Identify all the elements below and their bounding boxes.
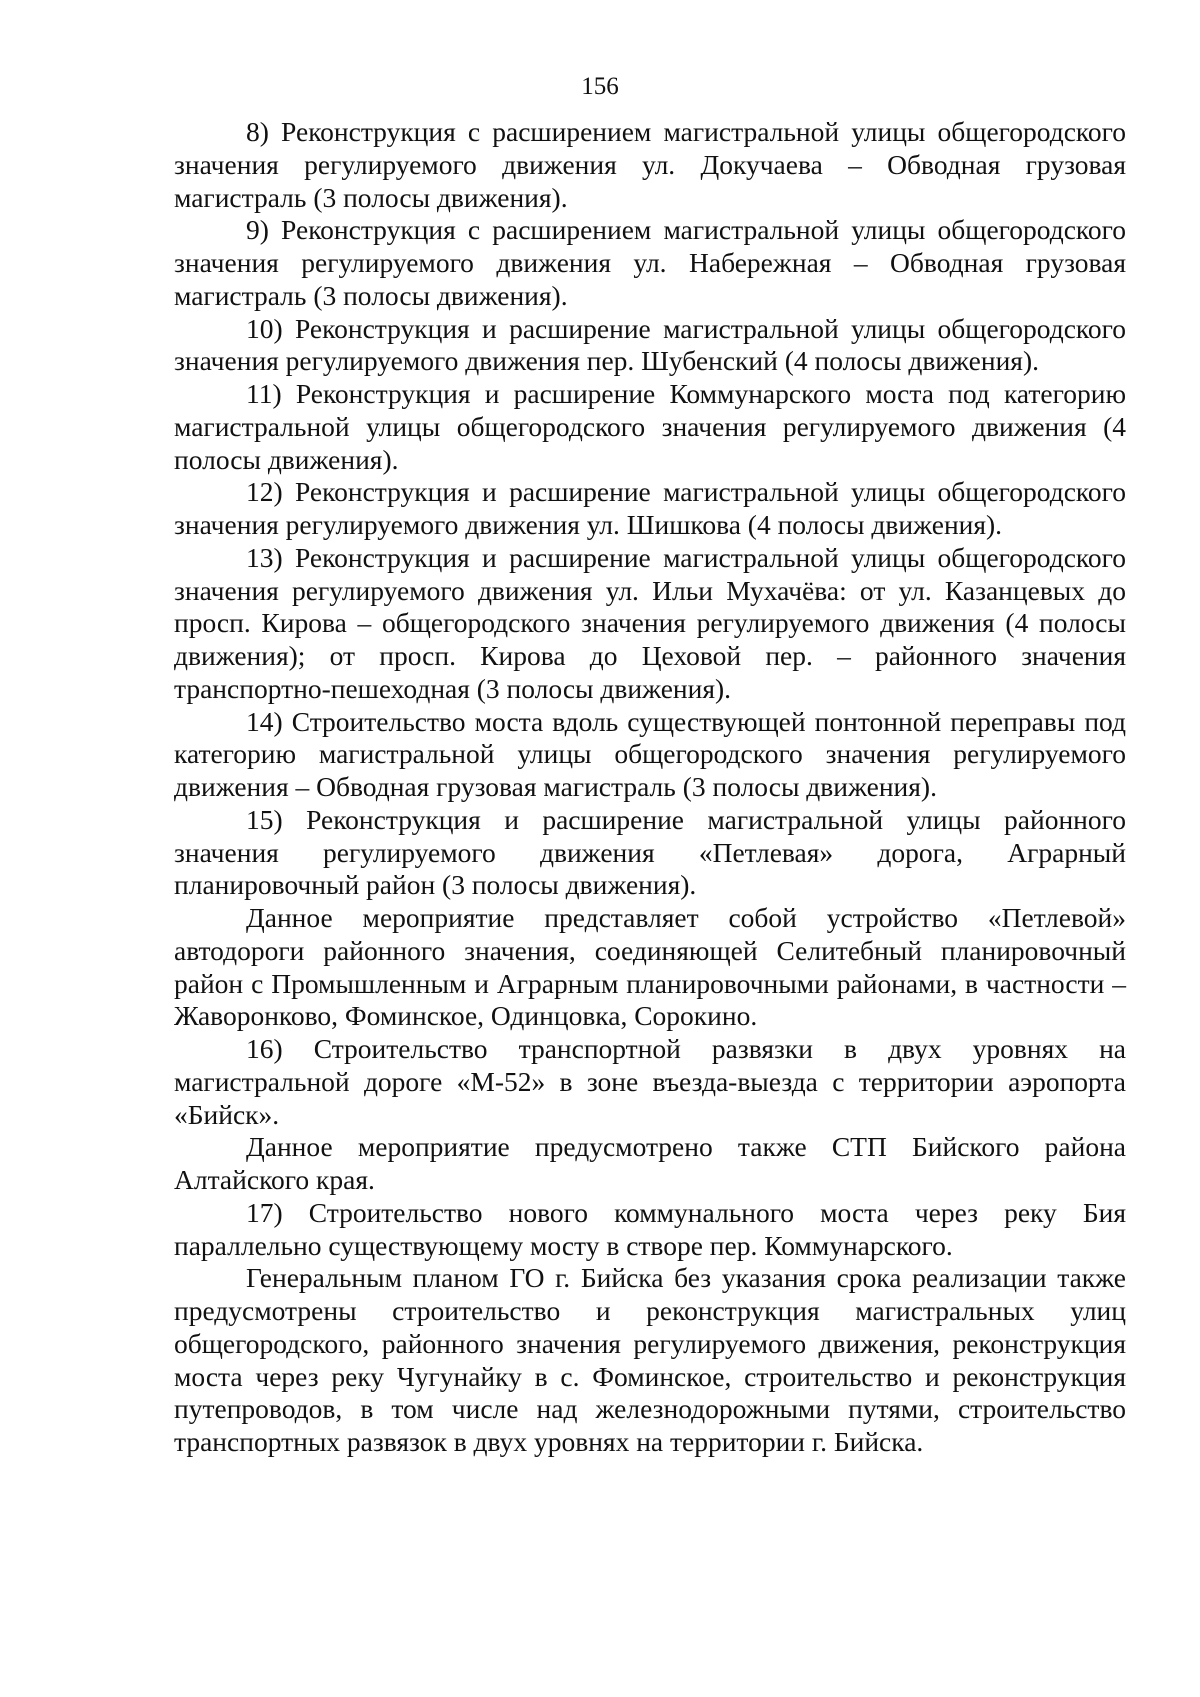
paragraph-general-plan: Генеральным планом ГО г. Бийска без указания срока реализации также предусмотрены строительство и реконструкция магистральных улиц общегородского, районного значения регулируемого движения, реконструкция моста через реку Чугунайку в с. Фоминское, строительство и реконструкция путепроводов, в том числе над железнодорожными путями, строительство транспортных развязок в двух уровнях на территории г. Бийска. bbox=[174, 1262, 1126, 1457]
paragraph-item-17: 17) Строительство нового коммунального моста через реку Бия параллельно существующему мосту в створе пер. Коммунарского. bbox=[174, 1196, 1126, 1261]
paragraph-item-8: 8) Реконструкция с расширением магистральной улицы общегородского значения регулируемого движения ул. Докучаева – Обводная грузовая магистраль (3 полосы движения). bbox=[174, 116, 1126, 213]
paragraph-note-petlevaya: Данное мероприятие представляет собой устройство «Петлевой» автодороги районного значения, соединяющей Селитебный планировочный район с Промышленным и Аграрным планировочными районами, в частности – Жаворонково, Фоминское, Одинцовка, Сорокино. bbox=[174, 902, 1126, 1032]
paragraph-item-14: 14) Строительство моста вдоль существующей понтонной переправы под категорию магистральной улицы общегородского значения регулируемого движения – Обводная грузовая магистраль (3 полосы движения). bbox=[174, 705, 1126, 802]
paragraph-item-13: 13) Реконструкция и расширение магистральной улицы общегородского значения регулируемого движения ул. Ильи Мухачёва: от ул. Казанцевых до просп. Кирова – общегородского значения регулируемого движения (4 полосы движения); от просп. Кирова до Цеховой пер. – районного значения транспортно-пешеходная (3 полосы движения). bbox=[174, 541, 1126, 704]
paragraph-item-11: 11) Реконструкция и расширение Коммунарского моста под категорию магистральной улицы общегородского значения регулируемого движения (4 полосы движения). bbox=[174, 378, 1126, 475]
paragraph-item-16: 16) Строительство транспортной развязки в двух уровнях на магистральной дороге «М-52» в зоне въезда-выезда с территории аэропорта «Бийск». bbox=[174, 1033, 1126, 1130]
document-body bbox=[174, 116, 1126, 1459]
paragraph-item-10: 10) Реконструкция и расширение магистральной улицы общегородского значения регулируемого движения пер. Шубенский (4 полосы движения). bbox=[174, 312, 1126, 377]
paragraph-item-15: 15) Реконструкция и расширение магистральной улицы районного значения регулируемого движения «Петлевая» дорога, Аграрный планировочный район (3 полосы движения). bbox=[174, 803, 1126, 901]
paragraph-item-9: 9) Реконструкция с расширением магистральной улицы общегородского значения регулируемого движения ул. Набережная – Обводная грузовая магистраль (3 полосы движения). bbox=[174, 214, 1126, 311]
page-number: 156 bbox=[581, 73, 619, 100]
paragraph-item-12: 12) Реконструкция и расширение магистральной улицы общегородского значения регулируемого движения ул. Шишкова (4 полосы движения). bbox=[174, 476, 1126, 540]
paragraph-note-stp: Данное мероприятие предусмотрено также СТП Бийского района Алтайского края. bbox=[174, 1131, 1126, 1195]
